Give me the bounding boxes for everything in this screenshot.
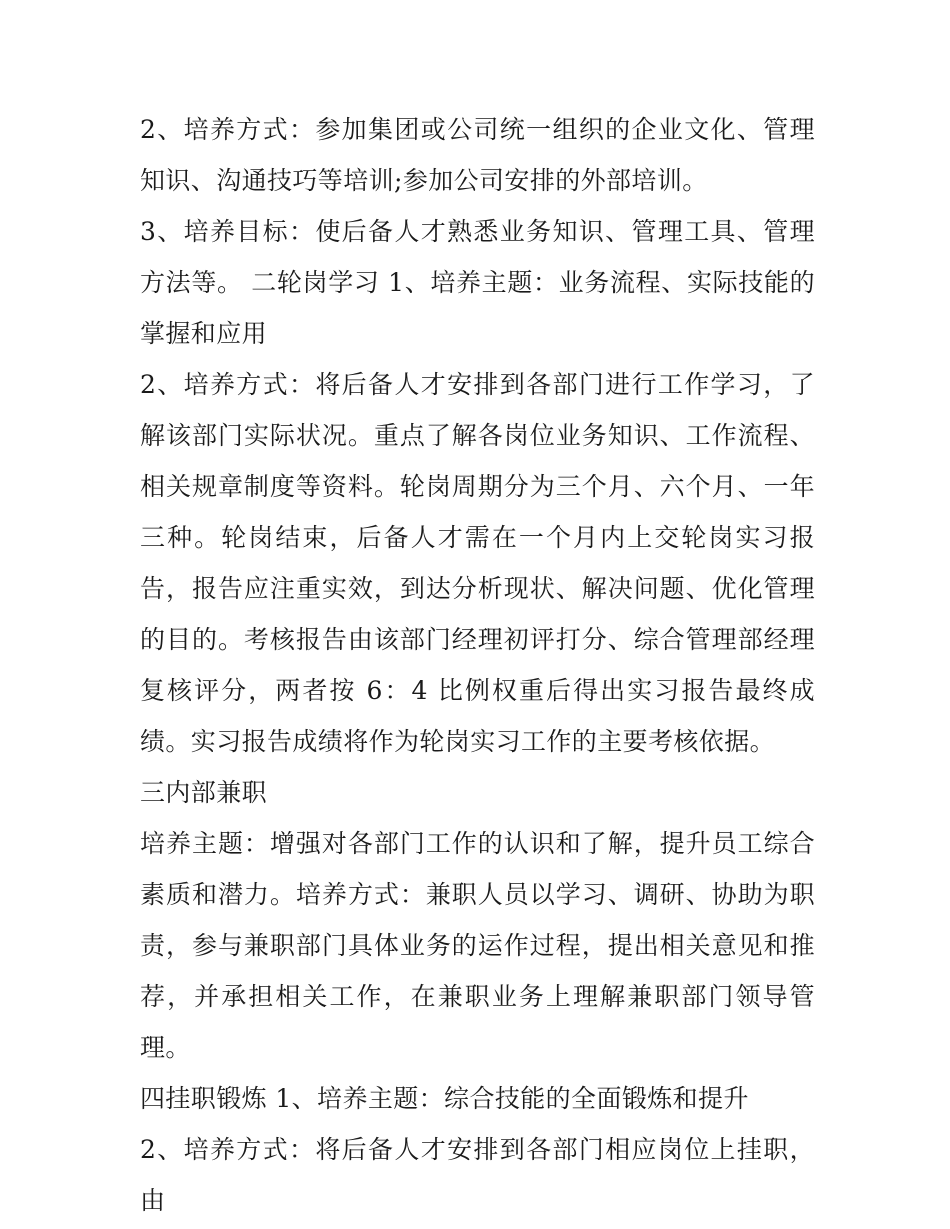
paragraph-training-goal: 3、培养目标：使后备人才熟悉业务知识、管理工具、管理方法等。 二轮岗学习 1、培养主题：业务流程、实际技能的掌握和应用 — [140, 217, 815, 348]
section-heading-secondment: 四挂职锻炼 1、培养主题：综合技能的全面锻炼和提升 — [140, 1084, 749, 1113]
section-heading-part-time: 三内部兼职 — [140, 778, 268, 807]
paragraph-part-time: 培养主题：增强对各部门工作的认识和了解，提升员工综合素质和潜力。培养方式：兼职人员以学习、调研、协助为职责，参与兼职部门具体业务的运作过程，提出相关意见和推荐，并承担相关工作，在兼职业务上理解兼职部门领导管理。 — [140, 829, 815, 1062]
paragraph-rotation-method: 2、培养方式：将后备人才安排到各部门进行工作学习，了解该部门实际状况。重点了解各岗位业务知识、工作流程、相关规章制度等资料。轮岗周期分为三个月、六个月、一年三种。轮岗结束，后备人才需在一个月内上交轮岗实习报告，报告应注重实效，到达分析现状、解决问题、优化管理的目的。考核报告由该部门经理初评打分、综合管理部经理复核评分，两者按 6：4 比例权重后得出实习报告最终成绩。实习报告成绩将作为轮岗实习工作的主要考核依据。 — [140, 370, 815, 756]
paragraph-training-method-1: 2、培养方式：参加集团或公司统一组织的企业文化、管理知识、沟通技巧等培训;参加公司安排的外部培训。 — [140, 115, 815, 195]
paragraph-secondment-method: 2、培养方式：将后备人才安排到各部门相应岗位上挂职，由 — [140, 1135, 815, 1215]
document-body — [140, 104, 815, 1226]
